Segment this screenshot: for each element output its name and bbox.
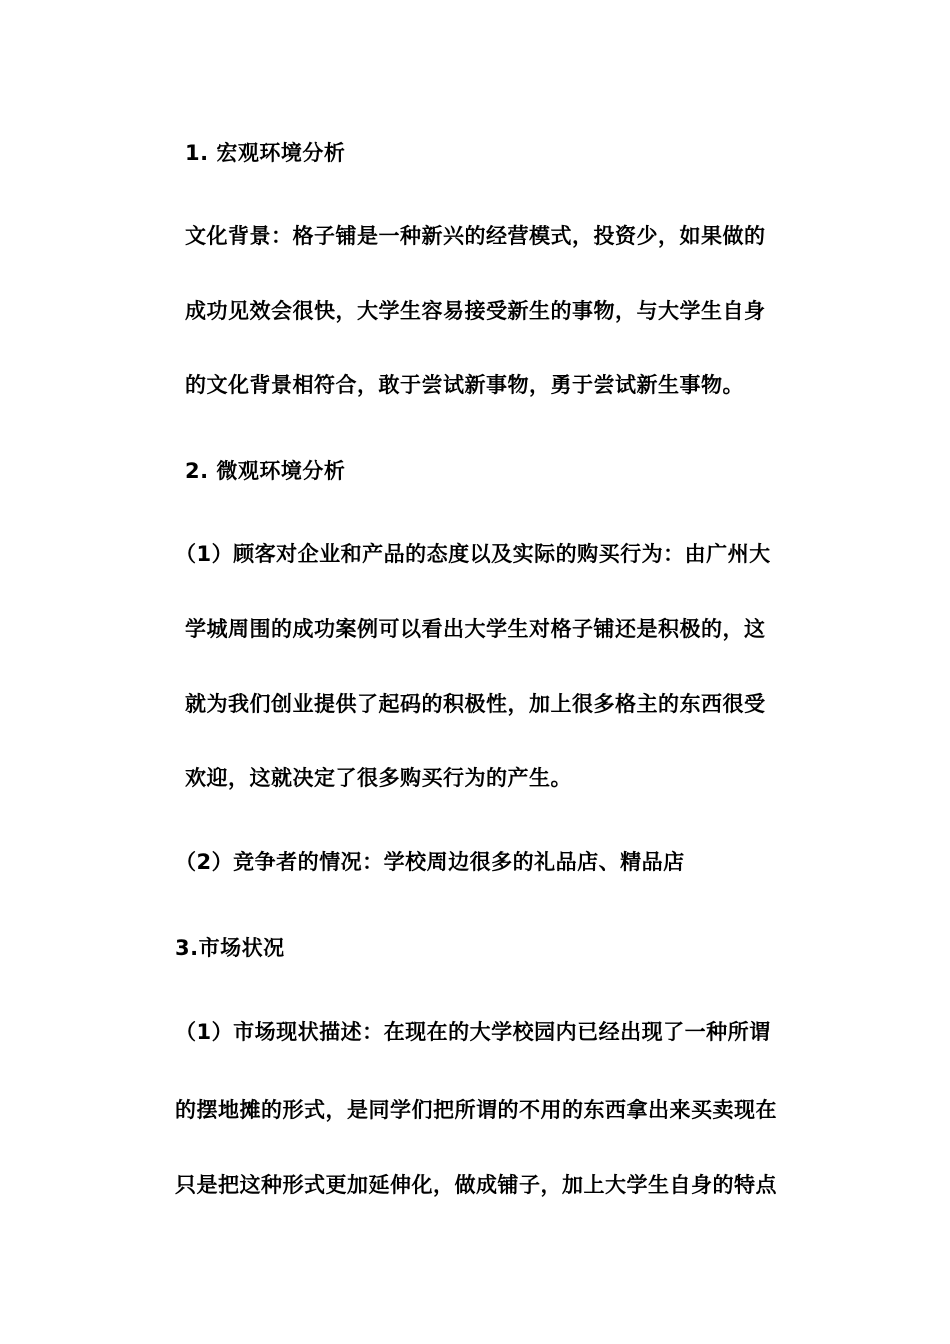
customer-paragraph-line: 学城周围的成功案例可以看出大学生对格子铺还是积极的，这 — [185, 617, 766, 641]
section-heading-micro: 2. 微观环境分析 — [185, 459, 346, 483]
culture-paragraph-line: 文化背景：格子铺是一种新兴的经营模式，投资少，如果做的 — [185, 224, 766, 248]
market-paragraph-line: 的摆地摊的形式，是同学们把所谓的不用的东西拿出来买卖现在 — [175, 1098, 777, 1122]
customer-paragraph-line: 就为我们创业提供了起码的积极性，加上很多格主的东西很受 — [185, 692, 766, 716]
competitor-paragraph-line: （2）竞争者的情况：学校周边很多的礼品店、精品店 — [175, 850, 685, 874]
customer-paragraph-line: 欢迎，这就决定了很多购买行为的产生。 — [185, 766, 572, 790]
customer-paragraph-line: （1）顾客对企业和产品的态度以及实际的购买行为：由广州大 — [175, 542, 771, 566]
section-heading-macro: 1. 宏观环境分析 — [185, 141, 346, 165]
culture-paragraph-line: 成功见效会很快，大学生容易接受新生的事物，与大学生自身 — [185, 299, 766, 323]
market-paragraph-line: 只是把这种形式更加延伸化，做成铺子，加上大学生自身的特点 — [175, 1173, 777, 1197]
culture-paragraph-line: 的文化背景相符合，敢于尝试新事物，勇于尝试新生事物。 — [185, 373, 744, 397]
section-heading-market: 3.市场状况 — [175, 936, 285, 960]
market-paragraph-line: （1）市场现状描述：在现在的大学校园内已经出现了一种所谓 — [175, 1020, 771, 1044]
